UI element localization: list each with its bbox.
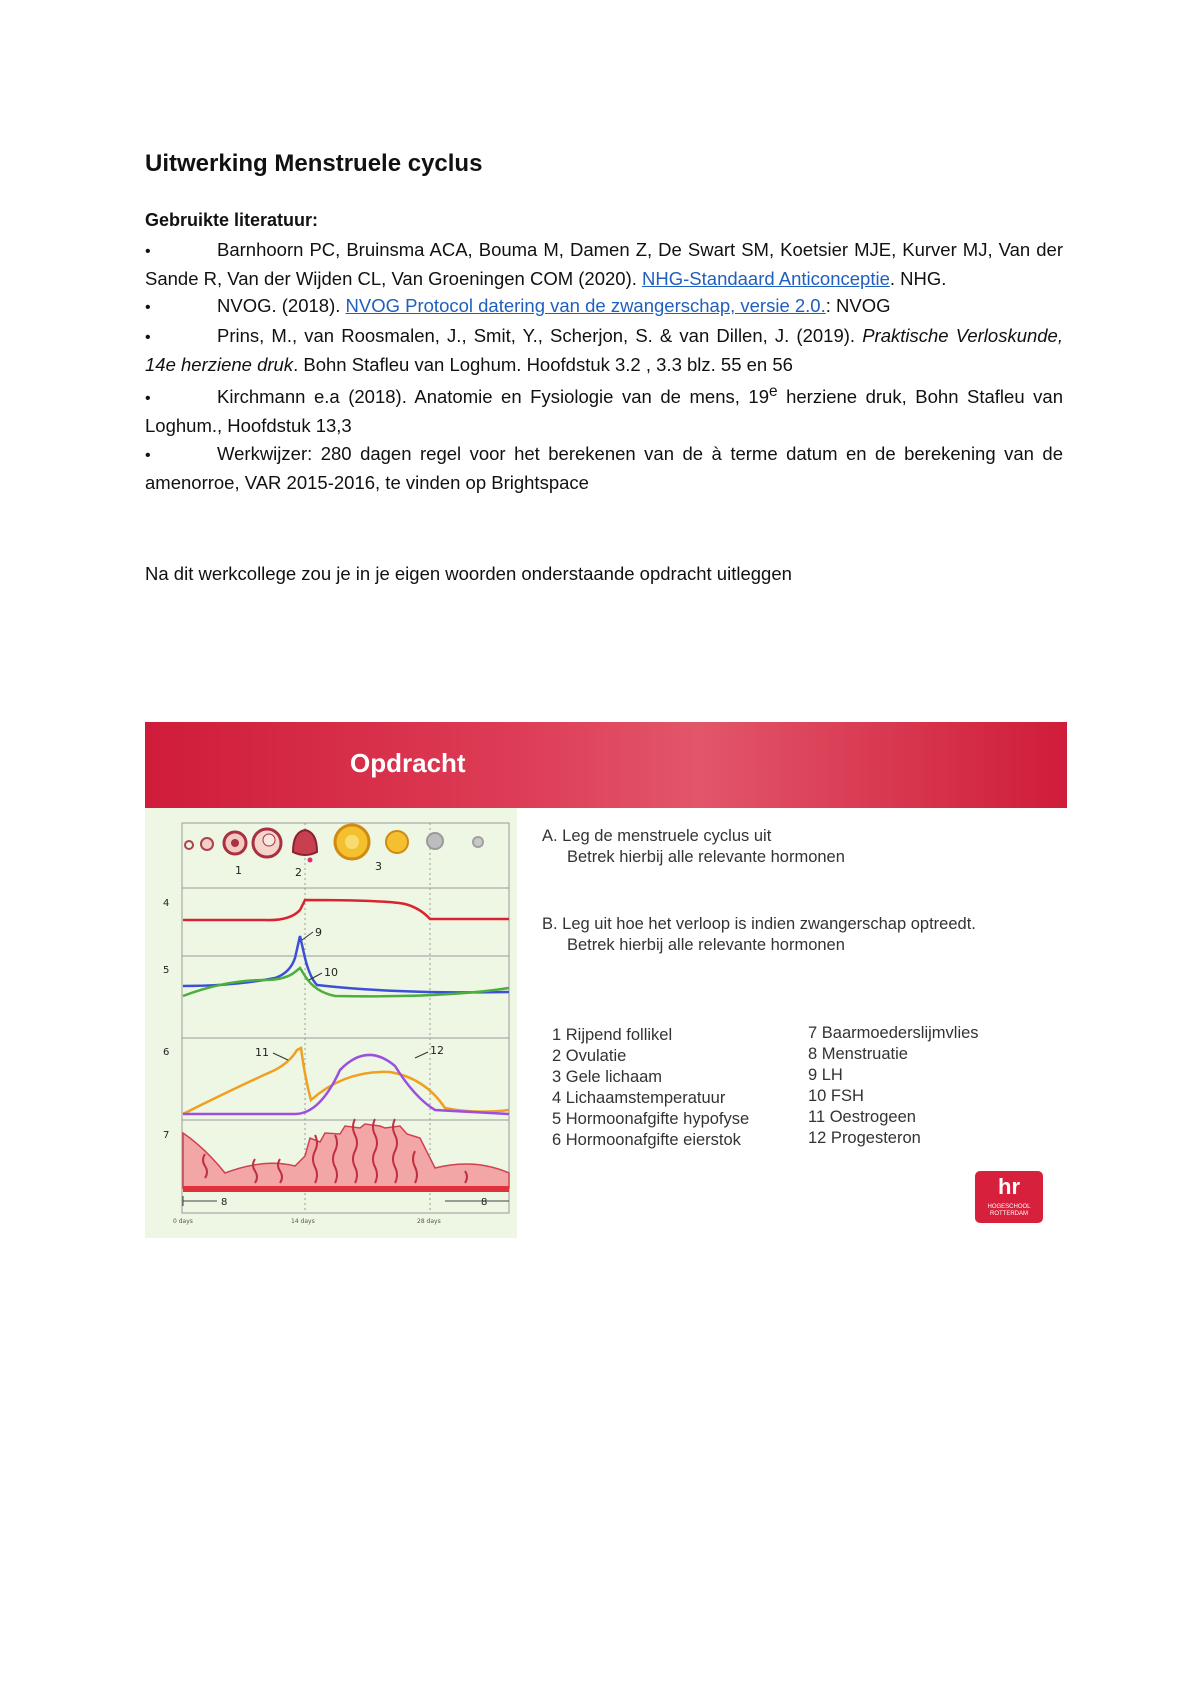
ovulation-icon xyxy=(293,830,317,855)
row-label: 7 xyxy=(163,1130,170,1141)
question-a-sub: Betrek hierbij alle relevante hormonen xyxy=(567,848,845,866)
literature-text: Werkwijzer: 280 dagen regel voor het berekenen van de à terme datum en de berekening van de amenorroe, VAR 2015-2016, te vinden op Brightspace xyxy=(145,442,1063,493)
follicle-icon xyxy=(263,834,275,846)
follicle-icon xyxy=(231,839,239,847)
literature-text: Barnhoorn PC, Bruinsma ACA, Bouma M, Damen Z, De Swart SM, Koetsier MJE, Kurver MJ, Van der Sande R, Van der Wijden CL, Van Groeningen COM (2020). xyxy=(145,239,1063,290)
bullet: • xyxy=(145,299,151,317)
row-label: 6 xyxy=(163,1047,170,1058)
literature-heading: Gebruikte literatuur: xyxy=(145,210,319,230)
literature-item xyxy=(145,322,1063,378)
literature-list xyxy=(145,236,1063,496)
endometrium-layer xyxy=(183,1124,509,1188)
legend-item: 6 Hormoonafgifte eierstok xyxy=(552,1131,741,1149)
literature-text: . Bohn Stafleu van Loghum. Hoofdstuk 3.2 , 3.3 blz. 55 en 56 xyxy=(293,353,793,375)
literature-item xyxy=(145,292,1063,321)
temperature-curve xyxy=(183,900,509,920)
question-b-text: B. Leg uit hoe het verloop is indien zwangerschap optreedt. xyxy=(542,915,976,933)
banner-title: Opdracht xyxy=(350,748,466,778)
literature-text: NVOG. (2018). xyxy=(217,295,346,317)
basal-layer xyxy=(183,1186,509,1192)
corpus-luteum-icon xyxy=(345,835,359,849)
legend-right xyxy=(808,1023,979,1149)
lh-label: 9 xyxy=(315,926,322,939)
menstrual-cycle-diagram xyxy=(145,808,517,1238)
literature-text: Prins, M., van Roosmalen, J., Smit, Y., Scherjon, S. & van Dillen, J. (2019). xyxy=(217,324,863,346)
literature-text: : NVOG xyxy=(825,295,891,317)
literature-text: herziene druk, Bohn Stafleu van Loghum., Hoofdstuk 13,3 xyxy=(145,386,1063,437)
bullet: • xyxy=(145,328,151,346)
bullet: • xyxy=(145,243,151,260)
legend-item: 2 Ovulatie xyxy=(552,1047,627,1065)
legend-item: 5 Hormoonafgifte hypofyse xyxy=(552,1110,750,1128)
estrogen-curve xyxy=(183,1048,509,1114)
logo-text: HOGESCHOOL ROTTERDAM xyxy=(987,1204,1031,1217)
question-b-sub: Betrek hierbij alle relevante hormonen xyxy=(567,936,845,954)
question-a xyxy=(542,826,976,868)
day-label: 28 days xyxy=(417,1218,441,1225)
page-title: Uitwerking Menstruele cyclus xyxy=(145,150,483,177)
bullet: • xyxy=(145,390,151,408)
assignment-questions xyxy=(542,826,976,1002)
follicle-icon xyxy=(201,838,213,850)
menstruation-label: 8 xyxy=(481,1197,488,1208)
literature-item xyxy=(145,236,1063,292)
menstruation-label: 8 xyxy=(221,1197,228,1208)
legend-item: 7 Baarmoederslijmvlies xyxy=(808,1024,979,1042)
legend-item: 1 Rijpend follikel xyxy=(552,1026,673,1044)
row-label: 5 xyxy=(163,965,170,976)
fsh-label: 10 xyxy=(324,966,338,979)
nvog-protocol-link[interactable]: NVOG Protocol datering van de zwangerschap, versie 2.0. xyxy=(345,295,826,317)
intro-text: Na dit werkcollege zou je in je eigen woorden onderstaande opdracht uitleggen xyxy=(145,563,792,584)
question-a-text: A. Leg de menstruele cyclus uit xyxy=(542,827,772,845)
legend-item: 11 Oestrogeen xyxy=(808,1108,916,1126)
book-title: Praktische Verloskunde, 14e herziene druk xyxy=(145,324,1063,375)
legend-item: 8 Menstruatie xyxy=(808,1045,908,1063)
bullet: • xyxy=(145,446,151,464)
literature-text: Kirchmann e.a (2018). Anatomie en Fysiologie van de mens, 19 xyxy=(217,386,769,408)
estrogen-label: 11 xyxy=(255,1046,269,1059)
follicle-label: 1 xyxy=(235,864,242,877)
day-label: 0 days xyxy=(173,1218,193,1225)
corpus-albicans-icon xyxy=(473,837,483,847)
legend-item: 12 Progesteron xyxy=(808,1129,921,1147)
follicle-stages xyxy=(185,825,483,863)
corpus-albicans-icon xyxy=(427,833,443,849)
row-label: 4 xyxy=(163,898,170,909)
nhg-standard-link[interactable]: NHG-Standaard Anticonceptie xyxy=(642,268,890,290)
assignment-banner xyxy=(145,722,1067,808)
literature-item xyxy=(145,440,1063,496)
follicle-icon xyxy=(185,841,193,849)
day-label: 14 days xyxy=(291,1218,315,1225)
progesterone-curve xyxy=(183,1055,509,1114)
corpus-luteum-icon xyxy=(386,831,408,853)
progesterone-label: 12 xyxy=(430,1044,444,1057)
hogeschool-rotterdam-logo xyxy=(975,1171,1043,1223)
legend-item: 4 Lichaamstemperatuur xyxy=(552,1089,726,1107)
legend-left xyxy=(552,1025,749,1151)
ovum-icon xyxy=(308,858,313,863)
logo-symbol: hr xyxy=(998,1174,1020,1199)
literature-item xyxy=(145,378,1063,440)
follicle-label: 2 xyxy=(295,866,302,879)
superscript: e xyxy=(768,383,778,401)
literature-text: . NHG. xyxy=(889,268,947,290)
legend-item: 9 LH xyxy=(808,1066,843,1084)
cycle-diagram-svg xyxy=(145,808,517,1238)
legend-item: 10 FSH xyxy=(808,1087,864,1105)
question-b xyxy=(542,914,976,956)
legend-item: 3 Gele lichaam xyxy=(552,1068,663,1086)
follicle-label: 3 xyxy=(375,860,382,873)
